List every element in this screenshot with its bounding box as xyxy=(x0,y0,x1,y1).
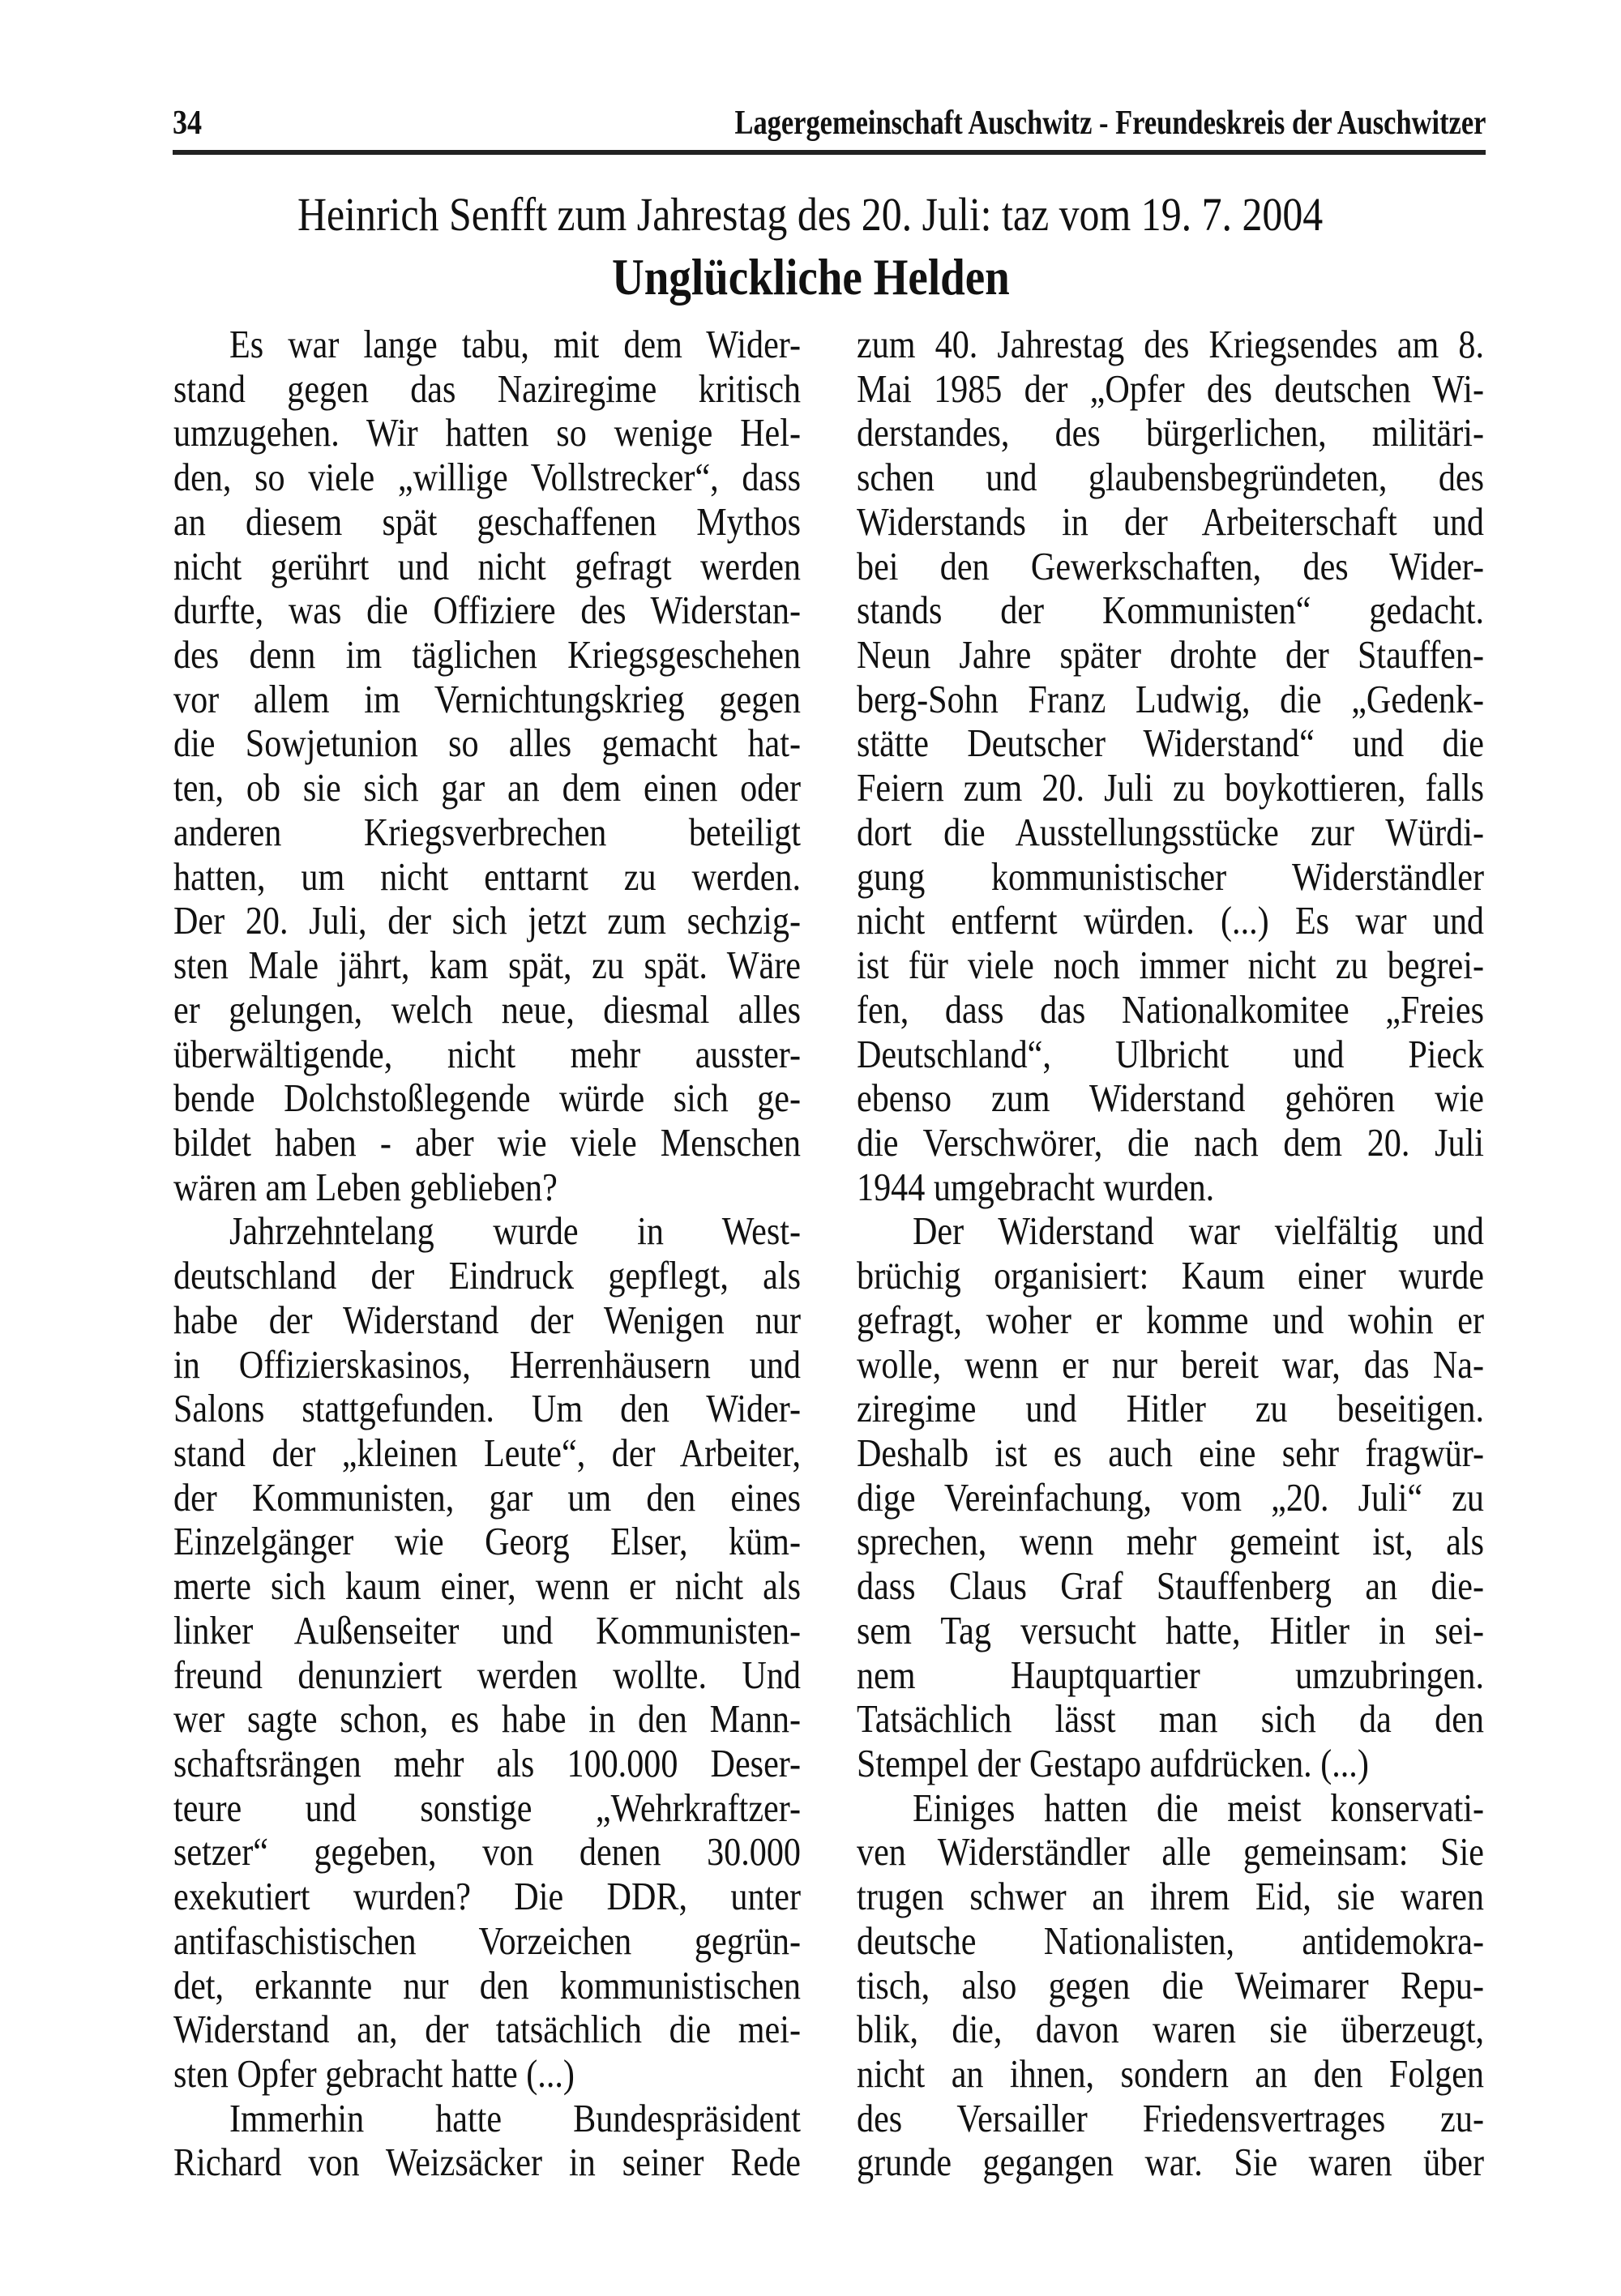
text-line xyxy=(857,721,1484,766)
text-line-content: Der Widerstand war vielfältig und xyxy=(913,1208,1484,1254)
text-line xyxy=(173,455,801,500)
text-line-content: Deshalb ist es auch eine sehr fragwür- xyxy=(857,1430,1484,1475)
text-line-content: Es war lange tabu, mit dem Wider- xyxy=(229,322,801,366)
text-line-content: gung kommunistischer Widerständler xyxy=(857,853,1484,899)
text-line xyxy=(173,721,801,766)
text-line-content: ist für viele noch immer nicht zu begrei- xyxy=(857,943,1484,988)
text-line xyxy=(173,1033,801,1077)
text-line-content: ebenso zum Widerstand gehören wie xyxy=(857,1075,1484,1121)
text-line-content: er gelungen, welch neue, diesmal alles xyxy=(173,986,801,1032)
text-line xyxy=(857,1121,1484,1165)
text-line-content: Immerhin hatte Bundespräsident xyxy=(229,2095,801,2140)
text-line xyxy=(857,988,1484,1033)
text-line xyxy=(173,588,801,633)
text-line xyxy=(857,855,1484,900)
text-line-content: die Sowjetunion so alles gemacht hat- xyxy=(173,720,801,766)
text-line xyxy=(857,411,1484,455)
text-line-content: deutschland der Eindruck gepflegt, als xyxy=(173,1253,801,1298)
text-line xyxy=(857,1653,1484,1698)
text-line xyxy=(857,1209,1484,1254)
text-line xyxy=(857,899,1484,943)
text-line xyxy=(173,1476,801,1520)
text-line xyxy=(173,988,801,1033)
text-line xyxy=(857,1387,1484,1431)
text-line-content: blik, die, davon waren sie überzeugt, xyxy=(857,2007,1484,2052)
text-line-content: Tatsächlich lässt man sich da den xyxy=(857,1696,1484,1742)
text-line xyxy=(173,1298,801,1343)
text-line-content: wer sagte schon, es habe in den Mann- xyxy=(173,1696,801,1742)
text-line xyxy=(857,2007,1484,2052)
text-line xyxy=(173,766,801,810)
text-line-content: des denn im täglichen Kriegsgeschehen xyxy=(173,632,801,678)
text-line-content: gefragt, woher er komme und wohin er xyxy=(857,1297,1484,1342)
text-line-content: wolle, wenn er nur bereit war, das Na- xyxy=(857,1341,1484,1387)
publication-title: Lagergemeinschaft Auschwitz - Freundeskreis der Auschwitzer xyxy=(734,105,1486,142)
text-line-content: überwältigende, nicht mehr ausster- xyxy=(173,1031,801,1076)
text-line-content: Neun Jahre später drohte der Stauffen- xyxy=(857,632,1484,678)
text-line-content: nicht entfernt würden. (...) Es war und xyxy=(857,898,1484,943)
text-line xyxy=(857,766,1484,810)
text-line-content: grunde gegangen war. Sie waren über xyxy=(857,2140,1484,2185)
text-line xyxy=(857,1697,1484,1742)
text-line xyxy=(173,943,801,988)
text-line-content: det, erkannte nur den kommunistischen xyxy=(173,1962,801,2007)
text-line xyxy=(857,588,1484,633)
text-line xyxy=(857,810,1484,855)
text-line-content: nem Hauptquartier umzubringen. xyxy=(857,1652,1484,1697)
text-line xyxy=(857,545,1484,589)
text-line-content: den, so viele „willige Vollstrecker“, dass xyxy=(173,455,801,500)
text-line xyxy=(857,1786,1484,1831)
text-line xyxy=(173,1919,801,1964)
text-line xyxy=(173,855,801,900)
text-line xyxy=(857,323,1484,367)
text-line-content: des Versailler Friedensvertrages zu- xyxy=(857,2095,1484,2140)
text-line-content: an diesem spät geschaffenen Mythos xyxy=(173,498,801,544)
text-line xyxy=(173,678,801,722)
text-line-content: nicht gerührt und nicht gefragt werden xyxy=(173,543,801,588)
text-line-content: vor allem im Vernichtungskrieg gegen xyxy=(173,676,801,721)
text-line xyxy=(173,411,801,455)
text-line-content: teure und sonstige „Wehrkraftzer- xyxy=(173,1785,801,1830)
text-line xyxy=(173,545,801,589)
text-line xyxy=(857,1830,1484,1875)
text-line-content: Widerstands in der Arbeiterschaft und xyxy=(857,498,1484,544)
text-line-content: Feiern zum 20. Juli zu boykottieren, falls xyxy=(857,765,1484,810)
text-line xyxy=(173,367,801,412)
text-line xyxy=(857,1964,1484,2008)
text-line-content: stätte Deutscher Widerstand“ und die xyxy=(857,720,1484,766)
text-line xyxy=(857,1609,1484,1653)
text-line-content: Stempel der Gestapo aufdrücken. (...) xyxy=(857,1741,1369,1785)
text-line-content: ten, ob sie sich gar an dem einen oder xyxy=(173,765,801,810)
text-line xyxy=(173,1387,801,1431)
text-line-content: dass Claus Graf Stauffenberg an die- xyxy=(857,1563,1484,1609)
text-line xyxy=(857,500,1484,545)
text-line xyxy=(857,633,1484,678)
page-number: 34 xyxy=(173,105,203,142)
text-line-content: Einiges hatten die meist konservati- xyxy=(913,1785,1484,1830)
text-line-content: stand der „kleinen Leute“, der Arbeiter, xyxy=(173,1430,801,1475)
text-line-content: berg-Sohn Franz Ludwig, die „Gedenk- xyxy=(857,676,1484,721)
text-line xyxy=(173,1209,801,1254)
text-line xyxy=(173,500,801,545)
text-line-content: schen und glaubensbegründeten, des xyxy=(857,455,1484,500)
text-line xyxy=(857,1564,1484,1609)
text-line xyxy=(173,1742,801,1786)
text-line xyxy=(173,1121,801,1165)
text-line xyxy=(173,1830,801,1875)
text-line-content: deutsche Nationalisten, antidemokra- xyxy=(857,1918,1484,1963)
header-rule xyxy=(173,150,1486,155)
text-line xyxy=(857,2052,1484,2097)
article-title xyxy=(0,245,1621,310)
text-line-content: stands der Kommunisten“ gedacht. xyxy=(857,588,1484,633)
text-line-content: linker Außenseiter und Kommunisten- xyxy=(173,1607,801,1653)
text-line xyxy=(173,2007,801,2052)
text-line xyxy=(857,367,1484,412)
text-line-content: merte sich kaum einer, wenn er nicht als xyxy=(173,1563,801,1609)
text-line-content: bende Dolchstoßlegende würde sich ge- xyxy=(173,1075,801,1121)
text-line-content: durfte, was die Offiziere des Widerstan- xyxy=(173,588,801,633)
text-line xyxy=(857,1254,1484,1298)
text-line-content: exekutiert wurden? Die DDR, unter xyxy=(173,1874,801,1919)
text-column-left xyxy=(173,323,801,2185)
running-header xyxy=(173,104,1486,143)
text-line-content: Salons stattgefunden. Um den Wider- xyxy=(173,1386,801,1431)
text-line-content: freund denunziert werden wollte. Und xyxy=(173,1652,801,1697)
text-line xyxy=(857,1298,1484,1343)
text-line-content: antifaschistischen Vorzeichen gegrün- xyxy=(173,1918,801,1963)
text-line xyxy=(173,1653,801,1698)
text-line-content: bei den Gewerkschaften, des Wider- xyxy=(857,543,1484,588)
text-line xyxy=(173,2052,801,2097)
text-line xyxy=(173,633,801,678)
text-line-content: Richard von Weizsäcker in seiner Rede xyxy=(173,2140,801,2185)
text-line-content: Widerstand an, der tatsächlich die mei- xyxy=(173,2007,801,2052)
text-column-right xyxy=(857,323,1484,2185)
text-line-content: dort die Ausstellungsstücke zur Würdi- xyxy=(857,809,1484,854)
text-line-content: 1944 umgebracht wurden. xyxy=(857,1164,1215,1209)
text-line xyxy=(173,1609,801,1653)
text-line xyxy=(857,2097,1484,2141)
text-line xyxy=(173,810,801,855)
text-line-content: trugen schwer an ihrem Eid, sie waren xyxy=(857,1874,1484,1919)
text-line-content: setzer“ gegeben, von denen 30.000 xyxy=(173,1829,801,1875)
text-line-content: sten Male jährt, kam spät, zu spät. Wäre xyxy=(173,943,801,988)
article-title-text: Unglückliche Helden xyxy=(611,248,1010,306)
text-line xyxy=(857,1520,1484,1564)
text-line-content: brüchig organisiert: Kaum einer wurde xyxy=(857,1253,1484,1298)
text-line xyxy=(857,1165,1484,1210)
text-line-content: sprechen, wenn mehr gemeint ist, als xyxy=(857,1519,1484,1564)
text-line-content: tisch, also gegen die Weimarer Repu- xyxy=(857,1962,1484,2007)
text-line xyxy=(857,1476,1484,1520)
text-line xyxy=(857,2140,1484,2185)
text-line-content: Jahrzehntelang wurde in West- xyxy=(229,1208,801,1254)
text-line xyxy=(857,1076,1484,1121)
text-line xyxy=(173,899,801,943)
article-source-line xyxy=(0,186,1621,243)
text-line xyxy=(173,1964,801,2008)
text-line-content: fen, dass das Nationalkomitee „Freies xyxy=(857,986,1484,1032)
text-line-content: dige Vereinfachung, vom „20. Juli“ zu xyxy=(857,1474,1484,1520)
text-line-content: ziregime und Hitler zu beseitigen. xyxy=(857,1386,1484,1431)
text-line xyxy=(173,1165,801,1210)
text-line xyxy=(173,1520,801,1564)
text-line xyxy=(173,1786,801,1831)
text-line xyxy=(173,1875,801,1919)
text-line xyxy=(173,1431,801,1476)
text-line-content: Der 20. Juli, der sich jetzt zum sechzig- xyxy=(173,898,801,943)
text-line xyxy=(173,1076,801,1121)
text-line xyxy=(857,1875,1484,1919)
text-line xyxy=(857,943,1484,988)
text-line xyxy=(857,1919,1484,1964)
text-line-content: Einzelgänger wie Georg Elser, küm- xyxy=(173,1519,801,1564)
text-line xyxy=(173,323,801,367)
text-line xyxy=(173,2097,801,2141)
text-line-content: ven Widerständler alle gemeinsam: Sie xyxy=(857,1829,1484,1875)
text-line xyxy=(857,678,1484,722)
text-line-content: derstandes, des bürgerlichen, militäri- xyxy=(857,410,1484,455)
text-line xyxy=(857,1742,1484,1786)
text-line-content: zum 40. Jahrestag des Kriegsendes am 8. xyxy=(857,322,1484,366)
text-line-content: Mai 1985 der „Opfer des deutschen Wi- xyxy=(857,366,1484,411)
text-line-content: nicht an ihnen, sondern an den Folgen xyxy=(857,2051,1484,2097)
text-line-content: sten Opfer gebracht hatte (...) xyxy=(173,2051,575,2097)
text-line xyxy=(857,1343,1484,1387)
text-line-content: die Verschwörer, die nach dem 20. Juli xyxy=(857,1119,1484,1165)
text-line-content: in Offizierskasinos, Herrenhäusern und xyxy=(173,1341,801,1387)
text-line xyxy=(173,1697,801,1742)
text-line xyxy=(857,1033,1484,1077)
text-line xyxy=(857,1431,1484,1476)
text-line-content: umzugehen. Wir hatten so wenige Hel- xyxy=(173,410,801,455)
text-line xyxy=(173,1343,801,1387)
text-line-content: anderen Kriegsverbrechen beteiligt xyxy=(173,809,801,854)
text-line-content: schaftsrängen mehr als 100.000 Deser- xyxy=(173,1741,801,1785)
text-line-content: wären am Leben geblieben? xyxy=(173,1164,558,1209)
text-line-content: habe der Widerstand der Wenigen nur xyxy=(173,1297,801,1342)
text-line-content: bildet haben - aber wie viele Menschen xyxy=(173,1119,801,1165)
source-line-text: Heinrich Senfft zum Jahrestag des 20. Juli: taz vom 19. 7. 2004 xyxy=(297,188,1324,241)
text-line-content: sem Tag versucht hatte, Hitler in sei- xyxy=(857,1607,1484,1653)
text-line-content: stand gegen das Naziregime kritisch xyxy=(173,366,801,411)
text-line xyxy=(173,2140,801,2185)
text-line-content: der Kommunisten, gar um den eines xyxy=(173,1474,801,1520)
text-line xyxy=(173,1254,801,1298)
text-line xyxy=(857,455,1484,500)
text-line-content: hatten, um nicht enttarnt zu werden. xyxy=(173,853,801,899)
text-line-content: Deutschland“, Ulbricht und Pieck xyxy=(857,1031,1484,1076)
text-line xyxy=(173,1564,801,1609)
